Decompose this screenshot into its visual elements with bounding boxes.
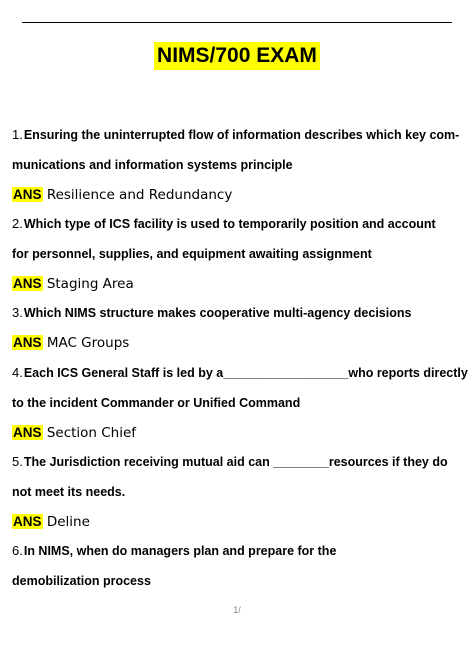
question-5-line-1 [12, 447, 474, 477]
question-1-line-1 [12, 120, 474, 150]
answer-4 [12, 418, 474, 448]
answer-3 [12, 328, 474, 358]
question-1-number: 1. [12, 127, 23, 142]
question-1-line-2: munications and information systems principle [12, 158, 293, 172]
question-6-text-1: In NIMS, when do managers plan and prepare for the [23, 544, 337, 558]
ans-label: ANS [13, 335, 42, 350]
question-4-line-2: to the incident Commander or Unified Command [12, 396, 301, 410]
title-container [0, 42, 474, 70]
ans-label: ANS [13, 187, 42, 202]
question-4-number: 4. [12, 365, 23, 380]
answer-2 [12, 269, 474, 299]
question-block-6 [12, 536, 474, 596]
answer-5 [12, 507, 474, 537]
page-title: NIMS/700 EXAM [154, 42, 320, 70]
ans-label: ANS [13, 514, 42, 529]
question-5-text-1: The Jurisdiction receiving mutual aid can ________resources if they do [23, 455, 448, 469]
question-3-number: 3. [12, 305, 23, 320]
question-5-number: 5. [12, 454, 23, 469]
question-4-line-1 [12, 358, 474, 388]
question-2-number: 2. [12, 216, 23, 231]
ans-label: ANS [13, 425, 42, 440]
question-4-text-1: Each ICS General Staff is led by a__________________who reports directly [23, 366, 468, 380]
question-2-line-1 [12, 209, 474, 239]
question-block-2 [12, 209, 474, 299]
answer-5-text: Deline [46, 514, 90, 530]
question-6-line-2: demobilization process [12, 574, 151, 588]
question-block-3 [12, 298, 474, 358]
question-1-text-1: Ensuring the uninterrupted flow of information describes which key com- [23, 128, 460, 142]
question-2-line-2: for personnel, supplies, and equipment awaiting assignment [12, 247, 372, 261]
question-2-text-1: Which type of ICS facility is used to temporarily position and account [23, 217, 436, 231]
answer-1-text: Resilience and Redundancy [46, 187, 233, 203]
question-block-4 [12, 358, 474, 448]
answer-1 [12, 180, 474, 210]
answer-4-text: Section Chief [46, 425, 137, 441]
question-6-number: 6. [12, 543, 23, 558]
question-block-5 [12, 447, 474, 537]
page-number: 1/ [233, 605, 241, 615]
ans-label: ANS [13, 276, 42, 291]
question-block-1 [12, 120, 474, 210]
question-3-text-1: Which NIMS structure makes cooperative multi-agency decisions [23, 306, 412, 320]
question-3-line-1 [12, 298, 474, 328]
answer-3-text: MAC Groups [46, 335, 130, 351]
answer-2-text: Staging Area [46, 276, 134, 292]
question-5-line-2: not meet its needs. [12, 485, 126, 499]
top-rule [22, 22, 452, 23]
question-6-line-1 [12, 536, 474, 566]
